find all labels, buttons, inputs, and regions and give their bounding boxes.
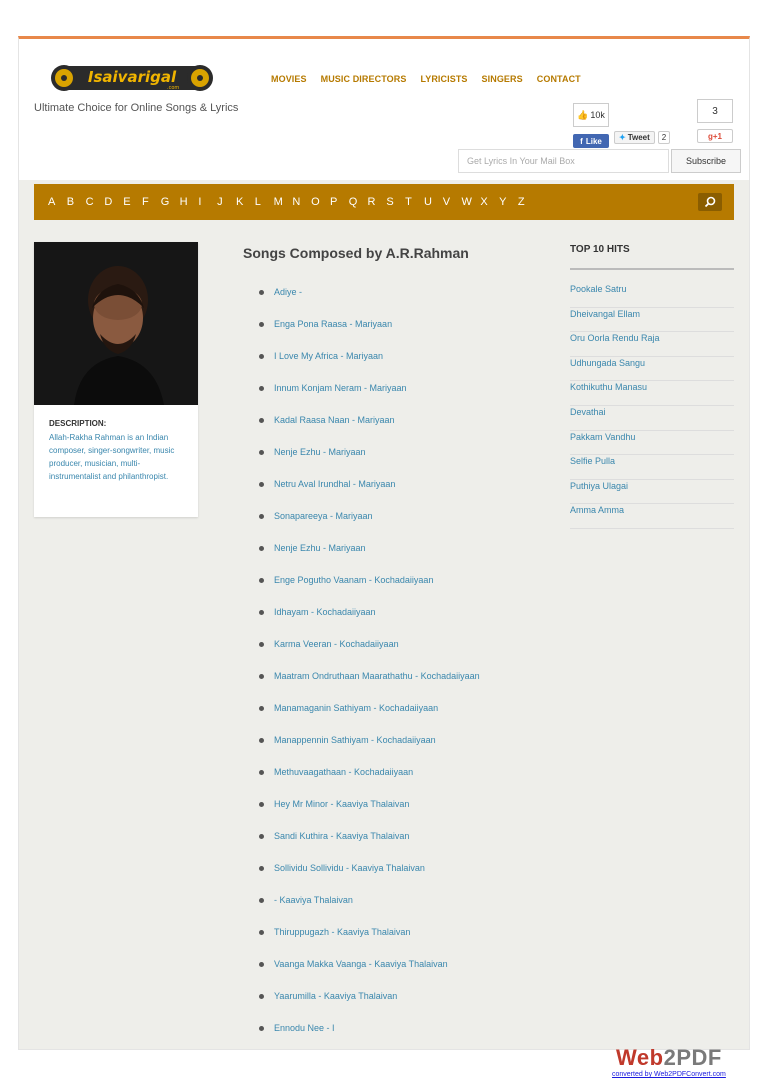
nav-lyricists[interactable]: LYRICISTS [420,74,468,84]
song-link[interactable]: Nenje Ezhu - Mariyaan [274,543,366,553]
bullet-icon [259,770,264,775]
page-container [18,36,750,1050]
song-link[interactable]: Enga Pona Raasa - Mariyaan [274,319,393,329]
nav-music-directors[interactable]: MUSIC DIRECTORS [320,74,407,84]
alpha-e[interactable]: E [123,196,131,208]
alpha-z[interactable]: Z [517,196,525,208]
song-item[interactable] [259,607,480,639]
search-icon [704,196,716,208]
song-item[interactable] [259,575,480,607]
bullet-icon [259,962,264,967]
song-item[interactable] [259,991,480,1023]
tweet-button[interactable] [614,131,655,144]
alpha-y[interactable]: Y [499,196,507,208]
bullet-icon [259,482,264,487]
svg-text:.com: .com [167,85,180,91]
bullet-icon [259,1026,264,1031]
nav-movies[interactable]: MOVIES [271,74,307,84]
page-title: Songs Composed by A.R.Rahman [243,245,469,261]
tweet-count: 2 [658,131,670,144]
alpha-r[interactable]: R [367,196,376,208]
site-tagline: Ultimate Choice for Online Songs & Lyrics [34,102,239,114]
bullet-icon [259,450,264,455]
song-item[interactable] [259,383,480,415]
web2pdf-link[interactable]: converted by Web2PDFConvert.com [612,1071,726,1078]
twitter-icon: ✦ [619,133,626,142]
alpha-b[interactable]: B [66,196,75,208]
song-item[interactable] [259,511,480,543]
alpha-s[interactable]: S [386,196,394,208]
song-link[interactable]: Yaarumilla - Kaaviya Thalaivan [274,991,398,1001]
web2pdf-watermark [612,1047,726,1078]
thumbs-up-icon: 👍 [577,109,589,120]
song-item[interactable] [259,799,480,831]
alpha-o[interactable]: O [311,196,320,208]
top-hit-item[interactable]: Selfie Pulla [570,455,734,480]
bullet-icon [259,706,264,711]
bullet-icon [259,898,264,903]
content-area [19,180,750,1050]
song-link[interactable]: Karma Veeran - Kochadaiiyaan [274,639,399,649]
bullet-icon [259,802,264,807]
alpha-g[interactable]: G [160,196,170,208]
song-link[interactable]: Sandi Kuthira - Kaaviya Thalaivan [274,831,410,841]
alpha-j[interactable]: J [217,196,223,208]
song-link[interactable]: Vaanga Makka Vaanga - Kaaviya Thalaivan [274,959,448,969]
song-item[interactable] [259,703,480,735]
song-item[interactable] [259,543,480,575]
song-link[interactable]: Enge Pogutho Vaanam - Kochadaiiyaan [274,575,434,585]
tweet-label: Tweet [627,133,650,142]
web2pdf-logo-part-a: Web [616,1045,664,1070]
nav-singers[interactable]: SINGERS [481,74,523,84]
fb-count-box [573,103,609,127]
song-item[interactable] [259,671,480,703]
fb-like-label: Like [585,136,602,146]
top-hit-item[interactable]: Oru Oorla Rendu Raja [570,332,734,357]
alphabet-bar [34,184,734,220]
top-hit-item[interactable]: Devathai [570,406,734,431]
bullet-icon [259,738,264,743]
alpha-x[interactable]: X [480,196,488,208]
top-hit-item[interactable]: Pookale Satru [570,283,734,308]
bullet-icon [259,578,264,583]
alpha-m[interactable]: M [273,196,283,208]
bullet-icon [259,610,264,615]
top-hit-item[interactable]: Puthiya Ulagai [570,480,734,505]
gplus-count: 3 [697,99,733,123]
song-item[interactable] [259,863,480,895]
bullet-icon [259,418,264,423]
song-link[interactable]: Nenje Ezhu - Mariyaan [274,447,366,457]
bullet-icon [259,674,264,679]
alpha-v[interactable]: V [442,196,451,208]
song-item[interactable] [259,447,480,479]
song-item[interactable] [259,959,480,991]
tweet-widget [614,131,670,144]
svg-text:Isaivarigal: Isaivarigal [87,68,177,86]
site-logo[interactable] [51,61,213,95]
song-link[interactable]: Sonapareeya - Mariyaan [274,511,373,521]
song-link[interactable]: Sollividu Sollividu - Kaaviya Thalaivan [274,863,425,873]
gplus-button[interactable] [697,129,733,143]
alpha-d[interactable]: D [104,196,113,208]
bullet-icon [259,290,264,295]
song-item[interactable] [259,1023,480,1050]
top-hit-item[interactable]: Udhungada Sangu [570,357,734,382]
artist-photo [34,242,198,405]
gplus-label: +1 [712,131,722,141]
main-nav [271,74,581,84]
song-link[interactable]: Netru Aval Irundhal - Mariyaan [274,479,396,489]
song-link[interactable]: Thiruppugazh - Kaaviya Thalaivan [274,927,411,937]
web2pdf-logo [612,1047,726,1069]
song-link[interactable]: I Love My Africa - Mariyaan [274,351,384,361]
alpha-c[interactable]: C [85,196,94,208]
alpha-t[interactable]: T [405,196,412,208]
bullet-icon [259,930,264,935]
top-hits-list [570,283,734,529]
song-item[interactable] [259,415,480,447]
alpha-k[interactable]: K [235,196,244,208]
song-link[interactable]: Hey Mr Minor - Kaaviya Thalaivan [274,799,410,809]
nav-contact[interactable]: CONTACT [536,74,581,84]
bullet-icon [259,354,264,359]
song-link[interactable]: Manamaganin Sathiyam - Kochadaiiyaan [274,703,439,713]
song-item[interactable] [259,927,480,959]
song-link[interactable]: Adiye - [274,287,303,297]
top-hit-item[interactable]: Kothikuthu Manasu [570,381,734,406]
top-hits-divider [570,268,734,270]
alpha-h[interactable]: H [179,196,188,208]
bullet-icon [259,546,264,551]
top-hit-item[interactable]: Pakkam Vandhu [570,431,734,456]
alpha-l[interactable]: L [254,196,261,208]
song-list [259,287,480,1050]
facebook-like-widget [573,103,609,147]
alpha-n[interactable]: N [292,196,301,208]
email-subscribe-input[interactable] [458,149,669,173]
bullet-icon [259,994,264,999]
song-item[interactable] [259,319,480,351]
bullet-icon [259,834,264,839]
song-link[interactable]: - Kaaviya Thalaivan [274,895,353,905]
song-item[interactable] [259,639,480,671]
song-item[interactable] [259,735,480,767]
description-title: DESCRIPTION: [49,419,107,428]
facebook-icon: f [580,136,583,146]
web2pdf-logo-part-b: 2PDF [663,1045,722,1070]
fb-count: 10k [590,110,605,120]
alpha-q[interactable]: Q [348,196,358,208]
alpha-i[interactable]: I [198,196,202,208]
bullet-icon [259,866,264,871]
song-link[interactable]: Kadal Raasa Naan - Mariyaan [274,415,395,425]
description-text: Allah-Rakha Rahman is an Indian composer, singer-songwriter, music producer, musician, multi-instrumentalist and philanthropist. [49,433,175,481]
alpha-f[interactable]: F [141,196,149,208]
top-hit-item[interactable]: Amma Amma [570,504,734,529]
fb-like-button[interactable] [573,134,609,148]
alpha-u[interactable]: U [423,196,432,208]
song-link[interactable]: Methuvaagathaan - Kochadaiiyaan [274,767,414,777]
song-link[interactable]: Idhayam - Kochadaiiyaan [274,607,376,617]
song-link[interactable]: Ennodu Nee - I [274,1023,335,1033]
bullet-icon [259,386,264,391]
alpha-p[interactable]: P [329,196,338,208]
alpha-w[interactable]: W [461,196,472,208]
song-item[interactable] [259,479,480,511]
song-link[interactable]: Maatram Ondruthaan Maarathathu - Kochadaiiyaan [274,671,480,681]
artist-profile-card [34,242,198,517]
top-hit-item[interactable]: Dheivangal Ellam [570,308,734,333]
song-item[interactable] [259,831,480,863]
alpha-a[interactable]: A [48,196,56,208]
song-item[interactable] [259,895,480,927]
bullet-icon [259,322,264,327]
top-hits-title: TOP 10 HITS [570,244,630,255]
subscribe-button[interactable]: Subscribe [671,149,741,173]
search-button[interactable] [698,193,722,211]
bullet-icon [259,642,264,647]
song-item[interactable] [259,767,480,799]
song-item[interactable] [259,287,480,319]
song-link[interactable]: Innum Konjam Neram - Mariyaan [274,383,407,393]
bullet-icon [259,514,264,519]
song-item[interactable] [259,351,480,383]
google-plus-icon: g [707,131,713,141]
song-link[interactable]: Manappennin Sathiyam - Kochadaiiyaan [274,735,436,745]
